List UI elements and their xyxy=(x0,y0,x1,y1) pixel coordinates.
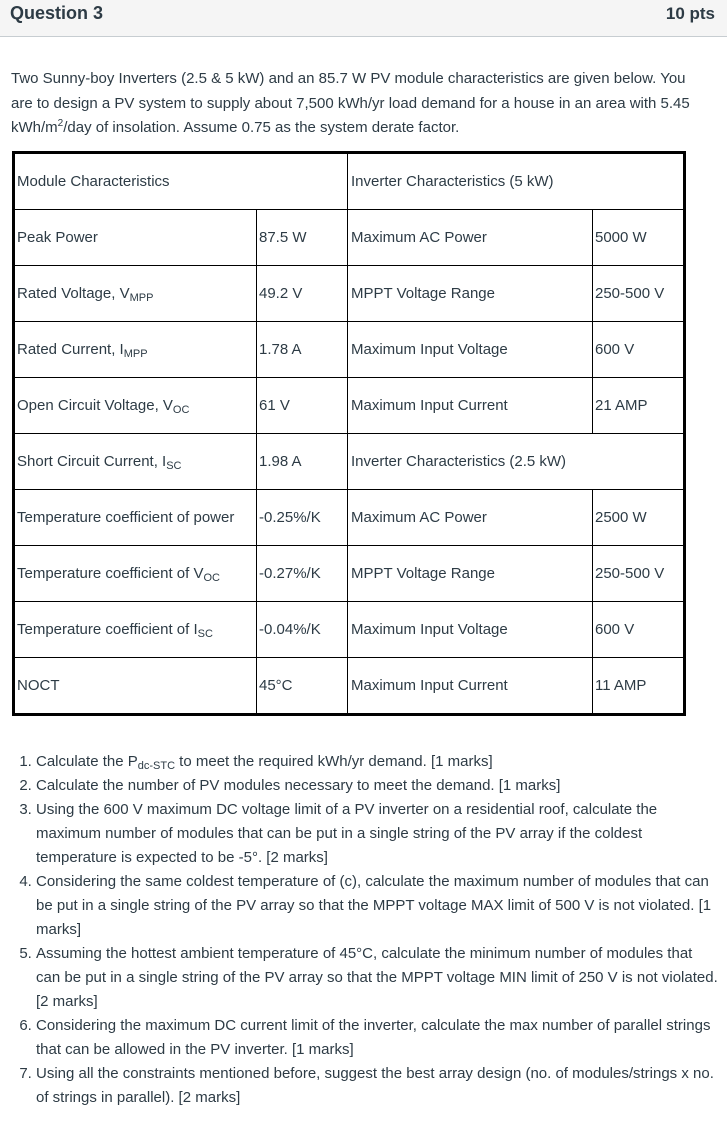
inverter25-header: Inverter Characteristics (2.5 kW) xyxy=(348,434,685,490)
table-row xyxy=(14,322,685,378)
list-item: 5. Assuming the hottest ambient temperature of 45°C, calculate the minimum number of modules that can be put in a single string of the PV array so that the MPPT voltage MIN limit of 250 V is not violated. [2 marks] xyxy=(36,942,718,1014)
table-row xyxy=(14,658,685,715)
inverter-value: 250-500 V xyxy=(593,266,685,322)
table-row xyxy=(14,602,685,658)
inverter-value: 600 V xyxy=(593,602,685,658)
module-value: 49.2 V xyxy=(257,266,348,322)
inverter-label: Maximum Input Voltage xyxy=(348,322,593,378)
table-row xyxy=(14,210,685,266)
inverter-label: Maximum AC Power xyxy=(348,490,593,546)
table-row xyxy=(14,153,685,210)
list-item: 4. Considering the same coldest temperature of (c), calculate the maximum number of modules that can be put in a single string of the PV array so that the MPPT voltage MAX limit of 500 V is not violated. [1 marks] xyxy=(36,870,718,942)
inverter-value: 2500 W xyxy=(593,490,685,546)
module-label: Short Circuit Current, $I_{SC}$ xyxy=(14,434,257,490)
module-value: 45°C xyxy=(257,658,348,715)
module-header: Module Characteristics xyxy=(14,153,348,210)
module-value: 1.98 A xyxy=(257,434,348,490)
module-value: 61 V xyxy=(257,378,348,434)
module-value: 87.5 W xyxy=(257,210,348,266)
table-row xyxy=(14,378,685,434)
list-item: 3. Using the 600 V maximum DC voltage limit of a PV inverter on a residential roof, calculate the maximum number of modules that can be put in a single string of the PV array if the coldest temperature is expected to be -5°. [2 marks] xyxy=(36,798,718,870)
intro-text-1: Two Sunny-boy Inverters (2.5 & 5 kW) and an 85.7 W PV module characteristics are given below. You are to design a PV system to supply about 7,500 kWh/yr load demand for a house in an area with 5.45 kWh/m xyxy=(11,70,690,136)
module-label: Temperature coefficient of $I_{SC}$ xyxy=(14,602,257,658)
module-label: Rated Voltage, $V_{MPP}$ xyxy=(14,266,257,322)
list-item: 1. Calculate the $P_{dc-STC}$ to meet the required kWh/yr demand. [1 marks] xyxy=(36,750,718,774)
inverter-label: Maximum Input Current xyxy=(348,378,593,434)
table-row xyxy=(14,266,685,322)
module-label: Open Circuit Voltage, $V_{OC}$ xyxy=(14,378,257,434)
task-list xyxy=(0,750,718,1110)
table-row xyxy=(14,546,685,602)
inverter-value: 600 V xyxy=(593,322,685,378)
table-row xyxy=(14,434,685,490)
module-value: -0.04%/K xyxy=(257,602,348,658)
inverter-value: 11 AMP xyxy=(593,658,685,715)
intro-text-2: /day of insolation. Assume 0.75 as the system derate factor. xyxy=(63,119,460,136)
question-points: 10 pts xyxy=(665,4,715,23)
question-intro xyxy=(11,67,711,141)
question-title: Question 3 xyxy=(10,3,104,23)
inverter-label: Maximum Input Current xyxy=(348,658,593,715)
inverter-label: Maximum Input Voltage xyxy=(348,602,593,658)
module-label: Temperature coefficient of $V_{OC}$ xyxy=(14,546,257,602)
module-value: -0.25%/K xyxy=(257,490,348,546)
list-item: 6. Considering the maximum DC current limit of the inverter, calculate the max number of parallel strings that can be allowed in the PV inverter. [1 marks] xyxy=(36,1014,718,1062)
inverter-label: MPPT Voltage Range xyxy=(348,546,593,602)
module-label: Temperature coefficient of power xyxy=(14,490,257,546)
module-value: 1.78 A xyxy=(257,322,348,378)
inverter-value: 21 AMP xyxy=(593,378,685,434)
inverter-value: 5000 W xyxy=(593,210,685,266)
intro-superscript: 2 xyxy=(57,118,64,129)
table-row xyxy=(14,490,685,546)
list-item: 2. Calculate the number of PV modules necessary to meet the demand. [1 marks] xyxy=(36,774,718,798)
module-value: -0.27%/K xyxy=(257,546,348,602)
question-header xyxy=(0,0,727,37)
inverter-label: MPPT Voltage Range xyxy=(348,266,593,322)
inverter-value: 250-500 V xyxy=(593,546,685,602)
inverter-label: Maximum AC Power xyxy=(348,210,593,266)
inverter5-header: Inverter Characteristics (5 kW) xyxy=(348,153,685,210)
characteristics-table xyxy=(12,151,686,716)
module-label: Peak Power xyxy=(14,210,257,266)
module-label: Rated Current, $I_{MPP}$ xyxy=(14,322,257,378)
list-item: 7. Using all the constraints mentioned before, suggest the best array design (no. of modules/strings x no. of strings in parallel). [2 marks] xyxy=(36,1062,718,1110)
module-label: NOCT xyxy=(14,658,257,715)
